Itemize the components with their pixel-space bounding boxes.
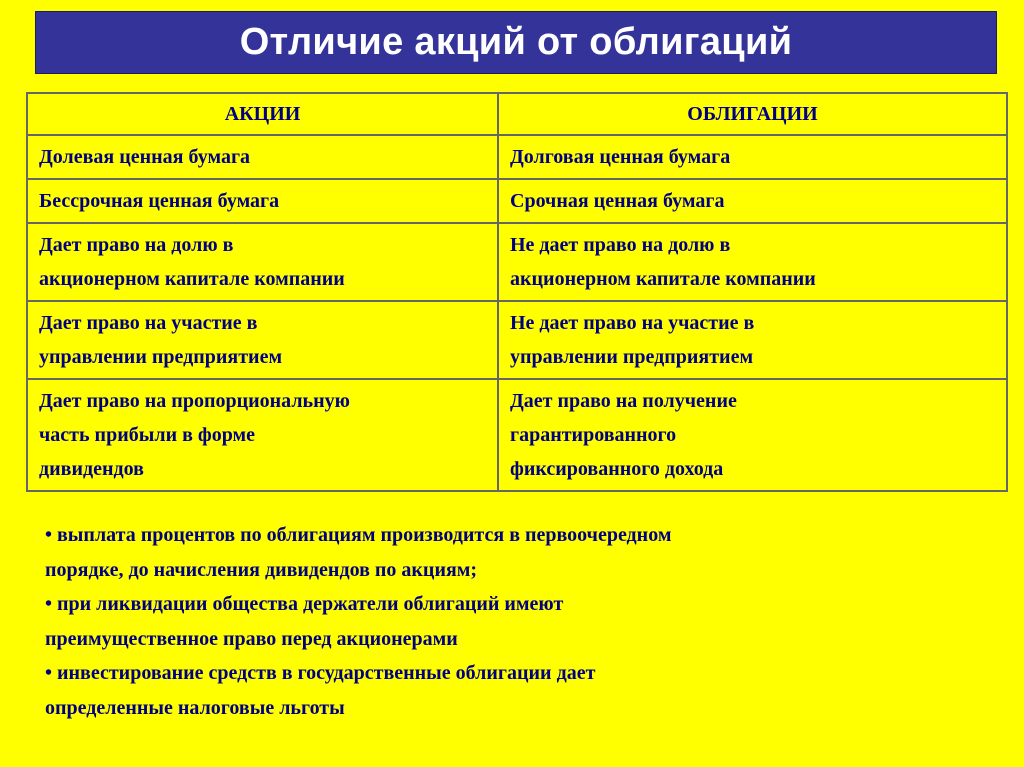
cell-stocks: Долевая ценная бумага: [27, 135, 498, 179]
cell-stocks: Дает право на участие в управлении предприятием: [27, 301, 498, 379]
notes-list: [45, 518, 1005, 725]
header-bonds: ОБЛИГАЦИИ: [498, 93, 1007, 135]
note-item: • выплата процентов по облигациям производится в первоочередном порядке, до начисления дивидендов по акциям;: [45, 524, 672, 581]
table-row: [27, 379, 1007, 491]
cell-stocks: Дает право на пропорциональную часть прибыли в форме дивидендов: [27, 379, 498, 491]
page-title: Отличие акций от облигаций: [239, 21, 793, 63]
table-row: [27, 179, 1007, 223]
cell-bonds: Не дает право на участие в управлении предприятием: [498, 301, 1007, 379]
cell-stocks: Бессрочная ценная бумага: [27, 179, 498, 223]
comparison-table: [26, 92, 1008, 492]
table-header-row: [27, 93, 1007, 135]
cell-bonds: Не дает право на долю в акционерном капитале компании: [498, 223, 1007, 301]
cell-bonds: Срочная ценная бумага: [498, 179, 1007, 223]
note-item: • инвестирование средств в государственные облигации дает определенные налоговые льготы: [45, 662, 596, 719]
table-row: [27, 135, 1007, 179]
note-item: • при ликвидации общества держатели облигаций имеют преимущественное право перед акционерами: [45, 593, 564, 650]
table-row: [27, 301, 1007, 379]
cell-stocks: Дает право на долю в акционерном капитале компании: [27, 223, 498, 301]
title-bar: [35, 11, 997, 74]
header-stocks: АКЦИИ: [27, 93, 498, 135]
table-row: [27, 223, 1007, 301]
cell-bonds: Дает право на получение гарантированного фиксированного дохода: [498, 379, 1007, 491]
cell-bonds: Долговая ценная бумага: [498, 135, 1007, 179]
